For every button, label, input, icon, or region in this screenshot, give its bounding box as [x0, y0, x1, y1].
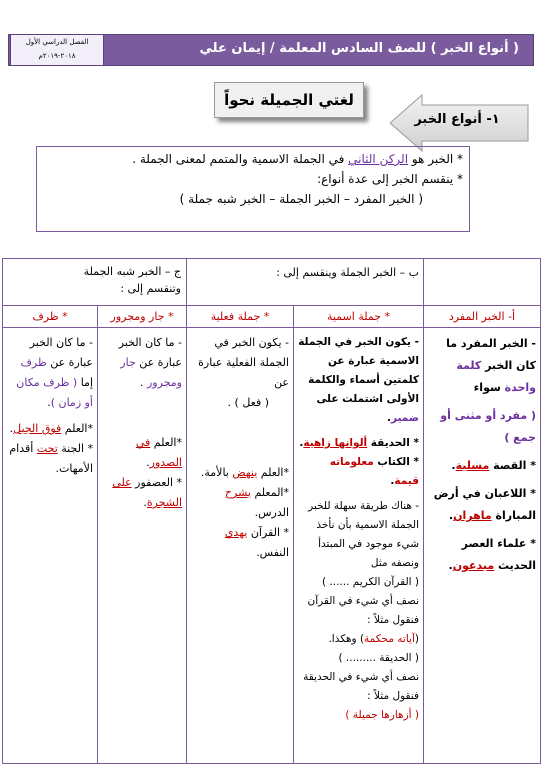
- header-fiiliya: * جملة فعلية: [210, 310, 270, 323]
- semester-label: الفصل الدراسي الأول: [25, 38, 89, 46]
- intro-box: [36, 146, 470, 232]
- highlight-second-pillar: الركن الثاني: [348, 152, 409, 166]
- ismiya-column: - يكون الخبر في الجملة الاسمية عبارة عن كلمتين أسماء والكلمة الأولى اشتملت على ضمير. * الحديقة ألوانها زاهية. * الكتاب معلوماته قيمة. - هناك طريقة سهلة للخبر الجملة الاسمية بأن نأخذ شيء موجود في المبتدأ ونصفه مثل ( القرآن الكريم ...... ) نصف أي شيء في القرآن فنقول مثلاً : (آياته محكمة) وهكذا. ( الحديقة ......... ) نصف أي شيء في الحديقة فنقول مثلاً : ( أزهارها جميلة ): [298, 336, 419, 721]
- year-label: ٢٠١٨-٢٠١٩م: [38, 52, 76, 60]
- shibh-jumla-heading: ج – الخبر شبه الجملة وتنقسم إلى :: [83, 265, 181, 295]
- zarf-column: - ما كان الخبر عبارة عن ظرف إما ( ظرف مكان أو زمان ). *العلم فوق الجبل. * الجنة تحت أقدام الأمهات.: [9, 336, 93, 475]
- types-table: [2, 258, 541, 764]
- jar-column: - ما كان الخبر عبارة عن جار ومجرور . *العلم في الصدور. * العصفور على الشجرة.: [112, 336, 182, 509]
- row-divider-1: [3, 305, 540, 306]
- row-divider-2: [3, 327, 540, 328]
- header-title: ( أنواع الخبر ) للصف السادس المعلمة / إيمان علي: [199, 41, 519, 56]
- jumla-heading: ب – الخبر الجملة وينقسم إلى :: [276, 266, 419, 279]
- mufrad-column: - الخبر المفرد ما كان الخبر كلمة واحدة سواء ( مفرد أو مثنى أو جمع ) * القصة مسلية. * اللاعبان في أرض المباراة ماهران. * علماء العصر الحديث مبدعون.: [433, 337, 536, 572]
- header-ismiya: * جملة اسمية: [326, 310, 391, 323]
- header-zarf: * ظرف: [32, 310, 68, 323]
- intro-line-3: ( الخبر المفرد – الخبر الجملة – الخبر شبه جملة ): [179, 192, 423, 206]
- intro-line-1: * الخبر هو الركن الثاني في الجملة الاسمية والمتمم لمعنى الجملة .: [132, 152, 463, 166]
- fiiliya-column: - يكون الخبر في الجملة الفعلية عبارة عن ( فعل ) . *العلم ينهض بالأمة. *المعلم يشرح الدرس. * القرآن يهدي النفس.: [198, 336, 289, 559]
- header-jar: * جار ومجرور: [110, 310, 174, 323]
- header-mufrad: أ- الخبر المفرد: [448, 310, 516, 323]
- page-title: لغتي الجميلة نحواً: [214, 82, 364, 118]
- intro-line-2: * ينقسم الخبر إلى عدة أنواع:: [317, 172, 463, 186]
- semester-box: [10, 34, 104, 66]
- section-label: ١- أنواع الخبر: [414, 112, 500, 127]
